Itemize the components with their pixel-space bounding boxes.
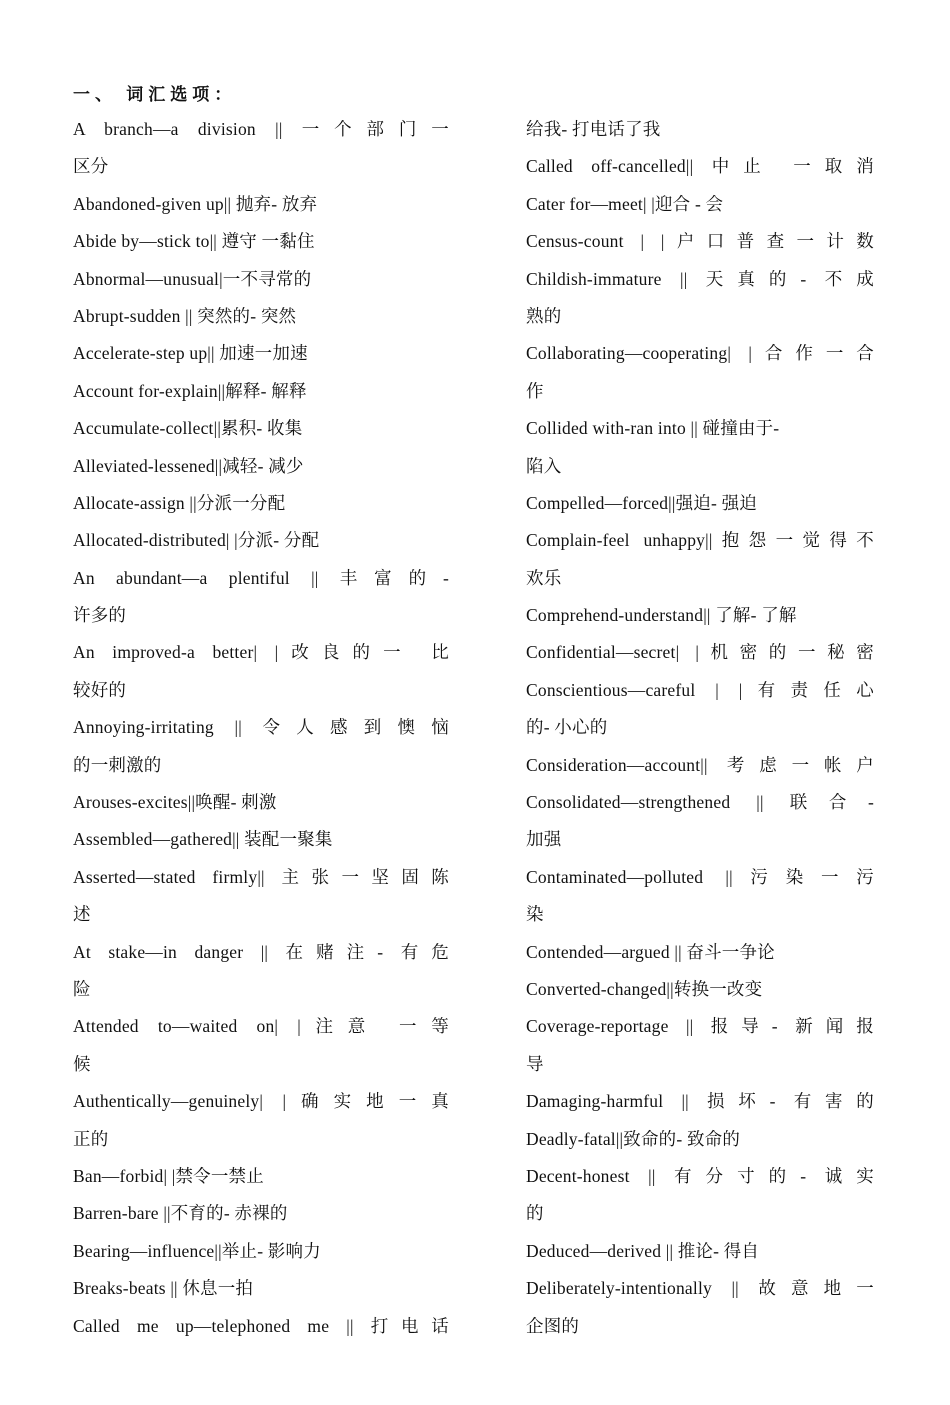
vocabulary-line: Collaborating—cooperating| |合作一合 — [526, 343, 874, 364]
vocabulary-line: Abnormal—unusual|一不寻常的 — [73, 268, 312, 289]
vocabulary-line: Authentically—genuinely| |确实地一真 — [73, 1091, 449, 1112]
vocabulary-line: A branch—a division || 一个部门一 — [73, 119, 449, 139]
vocabulary-line: 的 — [526, 1203, 544, 1224]
vocabulary-line: Assembled—gathered|| 装配一聚集 — [73, 829, 333, 850]
vocabulary-line: 染 — [526, 904, 544, 925]
section-heading: 一、 词汇选项： — [73, 85, 237, 104]
vocabulary-line: 较好的 — [73, 679, 127, 700]
vocabulary-line: Allocated-distributed| |分派- 分配 — [73, 530, 320, 551]
vocabulary-line: At stake—in danger || 在赌注- 有危 — [73, 941, 449, 962]
vocabulary-line: An improved-a better| |改良的一 比 — [73, 642, 449, 663]
vocabulary-line: Complain-feel unhappy||抱怨一觉得不 — [526, 530, 874, 551]
vocabulary-line: Bearing—influence||举止- 影响力 — [73, 1240, 321, 1261]
vocabulary-line: Abide by—stick to|| 遵守 一黏住 — [73, 231, 315, 252]
vocabulary-line: 许多的 — [73, 605, 127, 626]
vocabulary-line: 企图的 — [526, 1315, 580, 1336]
vocabulary-line: Confidential—secret| |机密的一秘密 — [526, 642, 874, 663]
vocabulary-line: Damaging-harmful || 损坏- 有害的 — [526, 1091, 874, 1112]
vocabulary-line: Deduced—derived || 推论- 得自 — [526, 1240, 760, 1261]
vocabulary-line: Cater for—meet| |迎合 - 会 — [526, 193, 724, 214]
vocabulary-line: Contaminated—polluted ||污染一污 — [526, 866, 874, 887]
vocabulary-line: Abrupt-sudden || 突然的- 突然 — [73, 305, 297, 326]
vocabulary-line: Converted-changed||转换一改变 — [526, 978, 763, 999]
vocabulary-line: 导 — [526, 1053, 544, 1074]
vocabulary-line: Census-count | |户口普查一计数 — [526, 231, 874, 252]
vocabulary-line: Alleviated-lessened||减轻- 减少 — [73, 455, 304, 476]
vocabulary-line: Collided with-ran into || 碰撞由于- — [526, 418, 780, 439]
vocabulary-line: Annoying-irritating || 令人感到懊恼 — [73, 717, 449, 738]
vocabulary-line: Ban—forbid| |禁令一禁止 — [73, 1165, 264, 1186]
vocabulary-line: Account for-explain||解释- 解释 — [73, 380, 307, 401]
vocabulary-line: Compelled—forced||强迫- 强迫 — [526, 492, 757, 513]
vocabulary-line: 正的 — [73, 1128, 109, 1149]
vocabulary-line: Childish-immature || 天真的- 不成 — [526, 268, 874, 289]
vocabulary-line: Asserted—stated firmly|| 主张一坚固陈 — [73, 866, 449, 887]
vocabulary-line: Deliberately-intentionally || 故意地一 — [526, 1278, 874, 1299]
vocabulary-line: Attended to—waited on| |注意 一等 — [73, 1016, 449, 1037]
vocabulary-line: Coverage-reportage || 报导- 新闻报 — [526, 1016, 874, 1037]
vocabulary-line: An abundant—a plentiful || 丰富的- — [73, 567, 449, 588]
vocabulary-line: 的一刺激的 — [73, 754, 162, 775]
vocabulary-line: 陷入 — [526, 455, 562, 476]
vocabulary-line: Contended—argued || 奋斗一争论 — [526, 941, 775, 962]
vocabulary-line: Decent-honest || 有分寸的- 诚实 — [526, 1165, 874, 1186]
vocabulary-line: Accumulate-collect||累积- 收集 — [73, 418, 303, 439]
vocabulary-line: Accelerate-step up|| 加速一加速 — [73, 343, 308, 364]
vocabulary-line: 熟的 — [526, 305, 562, 326]
vocabulary-line: Arouses-excites||唤醒- 刺激 — [73, 792, 277, 813]
vocabulary-line: 给我- 打电话了我 — [526, 119, 661, 139]
vocabulary-line: Called me up—telephoned me || 打电话 — [73, 1315, 449, 1336]
vocabulary-column-left — [73, 111, 449, 1345]
vocabulary-line: Consideration—account|| 考虑一帐户 — [526, 754, 874, 775]
vocabulary-line: Conscientious—careful | |有责任心 — [526, 679, 874, 700]
vocabulary-line: Allocate-assign ||分派一分配 — [73, 492, 286, 513]
vocabulary-line: 述 — [73, 904, 91, 925]
vocabulary-line: 欢乐 — [526, 567, 562, 588]
vocabulary-line: Barren-bare ||不育的- 赤裸的 — [73, 1203, 288, 1224]
vocabulary-line: 的- 小心的 — [526, 717, 608, 738]
vocabulary-line: Abandoned-given up|| 抛弃- 放弃 — [73, 193, 318, 214]
vocabulary-line: 险 — [73, 978, 91, 999]
vocabulary-line: Breaks-beats || 休息一拍 — [73, 1278, 254, 1299]
vocabulary-line: Comprehend-understand|| 了解- 了解 — [526, 605, 797, 626]
vocabulary-line: Consolidated—strengthened || 联合- — [526, 792, 874, 813]
vocabulary-column-right — [526, 111, 874, 1345]
vocabulary-line: 加强 — [526, 829, 562, 850]
vocabulary-line: 候 — [73, 1053, 91, 1074]
vocabulary-line: Deadly-fatal||致命的- 致命的 — [526, 1128, 741, 1149]
vocabulary-line: 区分 — [73, 156, 109, 177]
vocabulary-line: 作 — [526, 380, 544, 401]
vocabulary-line: Called off-cancelled|| 中止 一取消 — [526, 156, 874, 177]
